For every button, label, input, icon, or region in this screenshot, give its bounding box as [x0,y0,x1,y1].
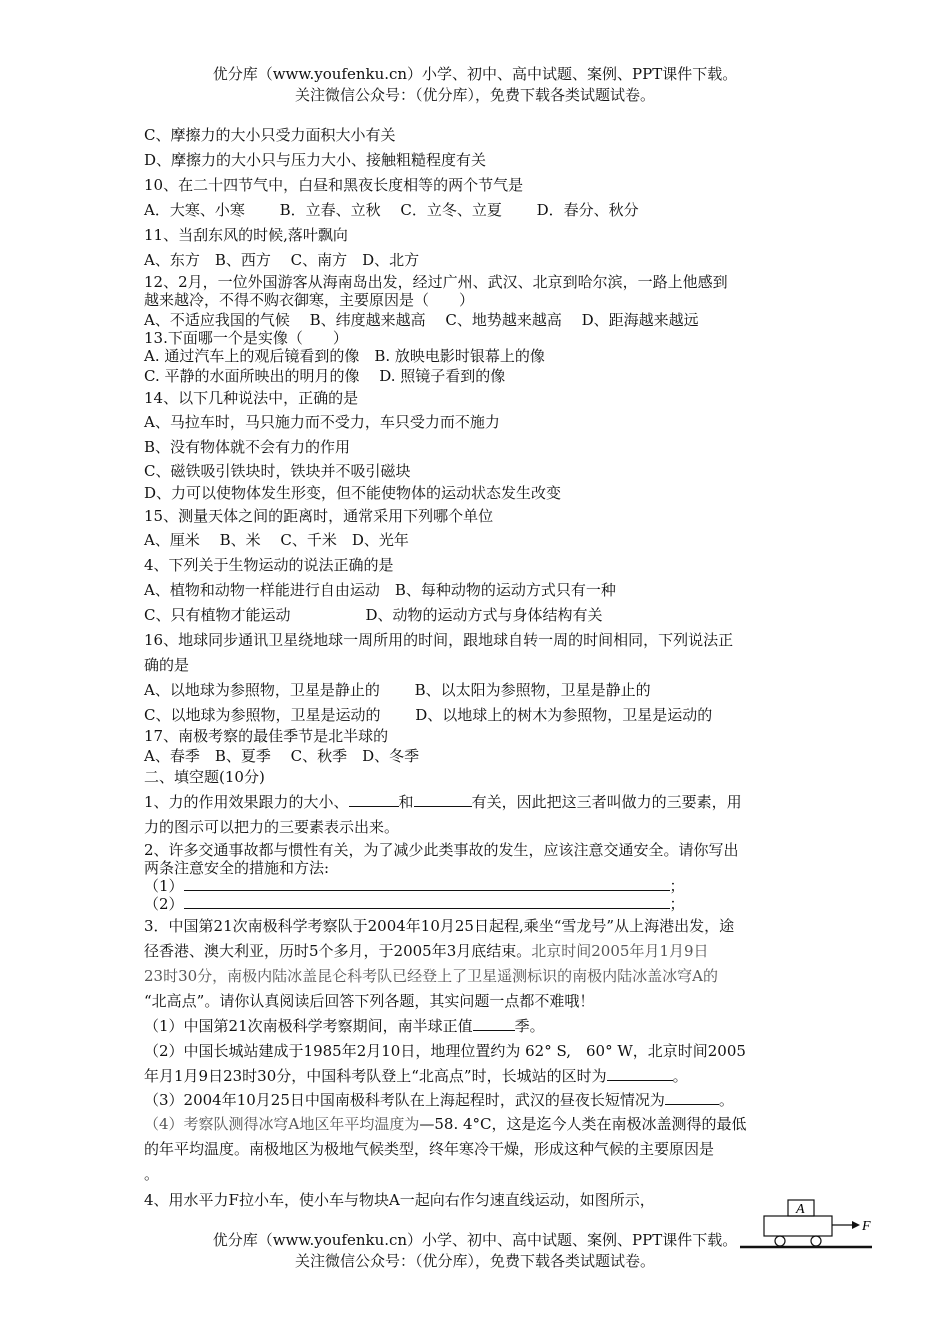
question-line: 越来越冷，不得不购衣御寒，主要原因是（ ） [144,291,475,309]
question-line: 确的是 [144,656,190,674]
fill-q3-line4: “北高点”。请你认真阅读后回答下列各题，其实问题一点都不难哦！ [144,992,595,1010]
fill-q2-answer-1 [144,876,685,896]
question-line: A、不适应我国的气候 B、纬度越来越高 C、地势越来越高 D、距海越来越远 [144,311,699,329]
sub1-pre: （1）中国第21次南极科学考察期间，南半球正值 [144,1017,473,1035]
sub4-post: ，这是迄今人类在南极冰盖测得的最低 [491,1115,747,1133]
force-arrow-head [852,1221,860,1229]
question-line: 17、南极考察的最佳季节是北半球的 [144,727,389,745]
fill-q2-answer-2 [144,894,685,914]
semicolon: ； [669,895,685,913]
header-line-1: 优分库（www.youfenku.cn）小学、初中、高中试题、案例、PPT课件下载。 [212,65,738,83]
sub2-post: 。 [672,1067,688,1085]
answer-blank-daylength[interactable] [665,1090,719,1105]
question-line: C、摩擦力的大小只受力面积大小有关 [144,126,396,144]
question-line: A、东方 B、西方 C、南方 D、北方 [144,251,420,269]
question-line: D、力可以使物体发生形变，但不能使物体的运动状态发生改变 [144,484,562,502]
fill-q2-line2: 两条注意安全的措施和方法: [144,859,330,877]
footer-line-1: 优分库（www.youfenku.cn）小学、初中、高中试题、案例、PPT课件下载。 [212,1231,738,1249]
answer-line-1[interactable] [184,876,670,891]
semicolon: ； [669,877,685,895]
sub4-pre: （4）考察队测得冰穹A地区年平均温度为 [144,1115,420,1133]
question-line: 4、下列关于生物运动的说法正确的是 [144,556,394,574]
question-line: A、春季 B、夏季 C、秋季 D、冬季 [144,747,420,765]
question-line: C、以地球为参照物，卫星是运动的 D、以地球上的树木为参照物，卫星是运动的 [144,706,713,724]
fill-q3-line1: 3．中国第21次南极科学考察队于2004年10月25日起程,乘坐“雪龙号”从上海港出发，途 [144,917,735,935]
answer-blank-zone-time[interactable] [607,1066,673,1081]
sub4-temp: —58. 4°C [419,1115,492,1133]
question-line: 15、测量天体之间的距离时，通常采用下列哪个单位 [144,507,494,525]
question-line: A、厘米 B、米 C、千米 D、光年 [144,531,409,549]
footer-line-2: 关注微信公众号：（优分库），免费下载各类试题试卷。 [294,1252,655,1270]
answer-blank-1[interactable] [349,792,399,807]
q3-text-b: 北京时间2005年月1月9日 [531,942,709,960]
question-line: C、磁铁吸引铁块时，铁块并不吸引磁块 [144,462,411,480]
question-line: 12、2月，一位外国游客从海南岛出发，经过广州、武汉、北京到哈尔滨，一路上他感到 [144,273,728,291]
sub3-pre: （3）2004年10月25日中国南极科考队在上海起程时，武汉的昼夜长短情况为 [144,1091,665,1109]
fill-q3-sub2-line2 [144,1066,688,1086]
question-line: B、没有物体就不会有力的作用 [144,438,351,456]
header-line-2: 关注微信公众号：（优分库），免费下载各类试题试卷。 [294,86,655,104]
question-line: A．大寒、小寒 B．立春、立秋 C．立冬、立夏 D．春分、秋分 [144,201,639,219]
question-line: 11、当刮东风的时候,落叶飘向 [144,226,348,244]
q3-text-a: 径香港、澳大利亚，历时5个多月，于2005年3月底结束。 [144,942,532,960]
block-a-label: A [796,1202,805,1217]
question-line: C. 平静的水面所映出的明月的像 D. 照镜子看到的像 [144,367,506,385]
fill-q2-line1: 2、许多交通事故都与惯性有关，为了减少此类事故的发生，应该注意交通安全。请你写出 [144,841,739,859]
fill-q3-sub1 [144,1016,545,1036]
sub3-post: 。 [718,1091,734,1109]
fill-q1-line2: 力的图示可以把力的三要素表示出来。 [144,818,400,836]
fill-q3-sub3 [144,1090,734,1110]
force-label: F [862,1219,871,1234]
answer-line-2[interactable] [184,894,670,909]
fill-q1-mid: 和 [398,793,414,811]
fill-q3-sub2-line1: （2）中国长城站建成于1985年2月10日，地理位置约为 62° S, 60° W，北京时间2005 [144,1042,746,1060]
question-line: 14、以下几种说法中，正确的是 [144,389,359,407]
answer-blank-2[interactable] [414,792,472,807]
question-line: A. 通过汽车上的观后镜看到的像 B. 放映电影时银幕上的像 [144,347,545,365]
question-line: A、以地球为参照物，卫星是静止的 B、以太阳为参照物，卫星是静止的 [144,681,651,699]
sub1-post: 季。 [514,1017,545,1035]
fill-q1-line1 [144,792,742,812]
section-title: 二、填空题(10分) [144,768,265,786]
sub2-pre: 年月1月9日23时30分，中国科考队登上“北高点”时，长城站的区时为 [144,1067,607,1085]
fill-q1-post: 有关，因此把这三者叫做力的三要素，用 [471,793,742,811]
item-label: （1） [144,877,184,895]
fill-q3-sub4-line2: 的年平均温度。南极地区为极地气候类型，终年寒冷干燥，形成这种气候的主要原因是 [144,1140,715,1158]
page-header-bottom [0,1230,950,1272]
fill-q3-line2 [144,941,709,961]
question-line: 13.下面哪一个是实像（ ） [144,329,348,347]
answer-blank-season[interactable] [473,1016,515,1031]
question-line: C、只有植物才能运动 D、动物的运动方式与身体结构有关 [144,606,603,624]
question-line: 16、地球同步通讯卫星绕地球一周所用的时间，跟地球自转一周的时间相同，下列说法正 [144,631,734,649]
question-line: A、马拉车时，马只施力而不受力，车只受力而不施力 [144,413,500,431]
question-line: 10、在二十四节气中，白昼和黑夜长度相等的两个节气是 [144,176,524,194]
fill-q3-line3: 23时30分，南极内陆冰盖昆仑科考队已经登上了卫星遥测标识的南极内陆冰盖冰穹A的 [144,967,719,985]
item-label: （2） [144,895,184,913]
fill-q1-pre: 1、力的作用效果跟力的大小、 [144,793,349,811]
fill-q4: 4、用水平力F拉小车，使小车与物块A一起向右作匀速直线运动，如图所示， [144,1191,655,1209]
question-line: A、植物和动物一样能进行自由运动 B、每种动物的运动方式只有一种 [144,581,616,599]
fill-q3-sub4-line3: 。 [144,1165,160,1183]
fill-q3-sub4-line1 [144,1114,747,1134]
question-line: D、摩擦力的大小只与压力大小、接触粗糙程度有关 [144,151,487,169]
page-header-top [0,64,950,106]
